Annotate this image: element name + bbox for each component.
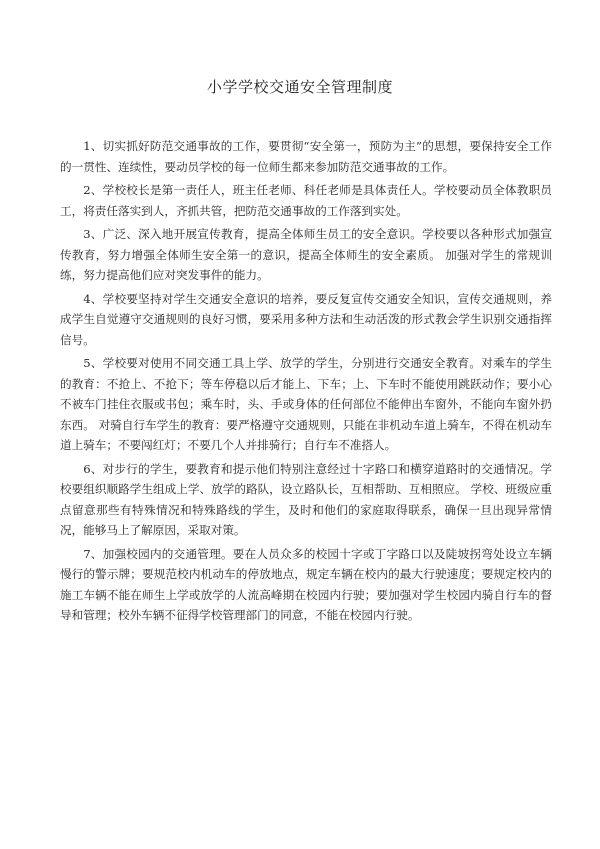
paragraph-3: 3、广泛、深入地开展宣传教育，提高全体师生员工的安全意识。学校要以各种形式加强宣传教育，努力增强全体师生安全第一的意识，提高全体师生的安全素质。 加强对学生的常规训练，努力提高他们应对突发事件的能力。 <box>60 227 552 282</box>
paragraph-1: 1、切实抓好防范交通事故的工作，要贯彻“安全第一，预防为主”的思想，要保持安全工作的一贯性、连续性，要动员学校的每一位师生都来参加防范交通事故的工作。 <box>60 139 552 174</box>
paragraph-4: 4、学校要坚持对学生交通安全意识的培养，要反复宣传交通安全知识，宣传交通规则，养成学生自觉遵守交通规则的良好习惯，要采用多种方法和生动活泼的形式教会学生识别交通指挥信号。 <box>60 291 552 347</box>
document-body <box>60 136 552 629</box>
paragraph-6: 6、对步行的学生，要教育和提示他们特别注意经过十字路口和横穿道路时的交通情况。学校要组织顺路学生组成上学、放学的路队，设立路队长，互相帮助、互相照应。 学校、班级应重点留意那些有特殊情况和特殊路线的学生，及时和他们的家庭取得联系，确保一旦出现异常情况，能够马上了解原因，采取对策。 <box>60 461 552 537</box>
page-title: 小学学校交通安全管理制度 <box>206 78 393 96</box>
paragraph-7: 7、加强校园内的交通管理。要在人员众多的校园十字或丁字路口以及陡坡拐弯处设立车辆慢行的警示牌；要规范校内机动车的停放地点，规定车辆在校内的最大行驶速度；要规定校内的施工车辆不能在师生上学或放学的人流高峰期在校园内行驶；要加强对学生校园内骑自行车的督导和管理；校外车辆不征得学校管理部门的同意，不能在校园内行驶。 <box>60 546 552 622</box>
paragraph-2: 2、学校校长是第一责任人，班主任老师、科任老师是具体责任人。学校要动员全体教职员工，将责任落实到人，齐抓共管，把防范交通事故的工作落到实处。 <box>60 183 552 218</box>
paragraph-5: 5、学校要对使用不同交通工具上学、放学的学生，分别进行交通安全教育。对乘车的学生的教育：不抢上、不抢下；等车停稳以后才能上、下车；上、下车时不能使用跳跃动作；要小心不被车门挂住衣服或书包；乘车时，头、手或身体的任何部位不能伸出车窗外，不能向车窗外扔东西。 对骑自行车学生的教育：要严格遵守交通规则，只能在非机动车道上骑车，不得在机动车道上骑车；不要闯红灯；不要几个人并排骑行；自行车不准搭人。 <box>60 356 552 452</box>
